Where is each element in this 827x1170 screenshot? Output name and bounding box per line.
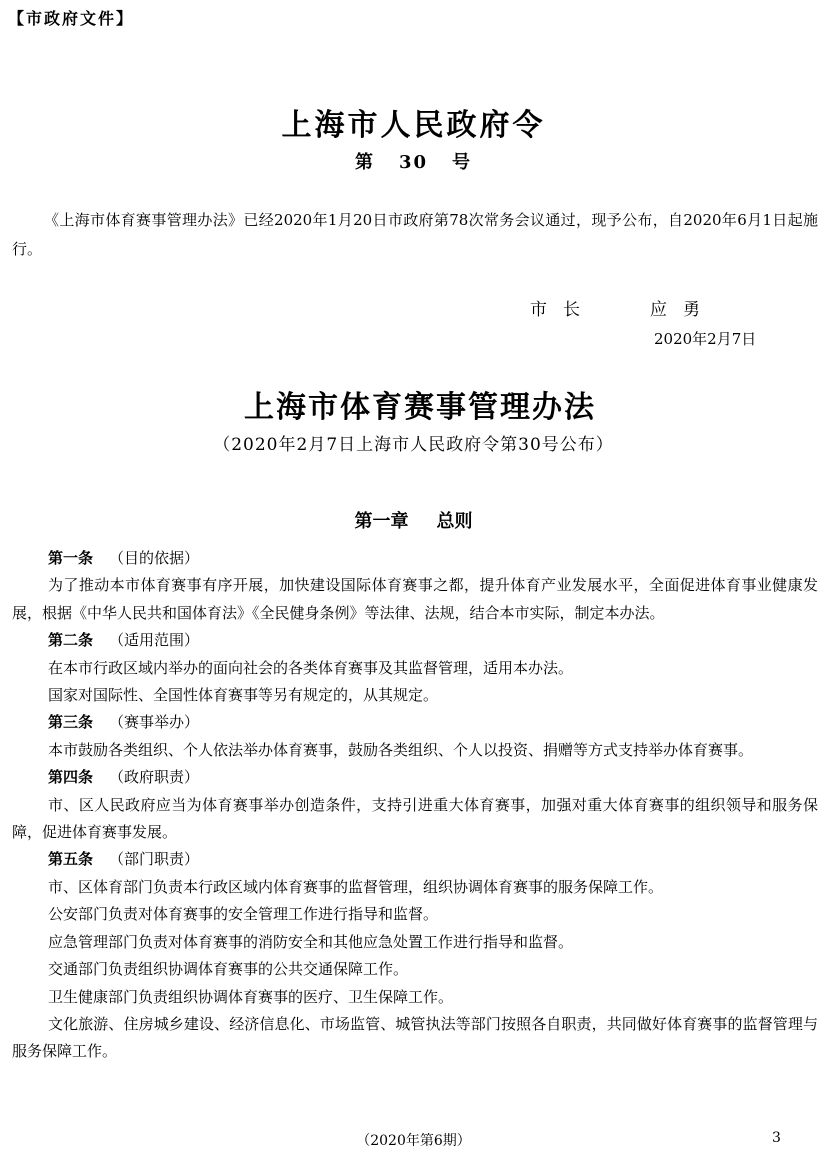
regulation-subtitle: （2020年2月7日上海市人民政府令第30号公布） bbox=[213, 435, 614, 455]
signer-name: 应勇 bbox=[650, 300, 716, 320]
article-heading bbox=[12, 545, 818, 572]
article-number: 第三条 bbox=[48, 713, 94, 732]
chapter-heading bbox=[0, 507, 827, 533]
article-paragraph: 为了推动本市体育赛事有序开展，加快建设国际体育赛事之都，提升体育产业发展水平，全面促进体育事业健康发展，根据《中华人民共和国体育法》《全民健身条例》等法律、法规，结合本市实际，制定本办法。 bbox=[12, 576, 818, 622]
article-topic: （目的依据） bbox=[109, 549, 200, 567]
decree-date: 2020年2月7日 bbox=[654, 330, 757, 348]
article-number: 第五条 bbox=[48, 850, 94, 869]
article-paragraph: 市、区体育部门负责本行政区域内体育赛事的监督管理，组织协调体育赛事的服务保障工作。 bbox=[48, 877, 664, 896]
chapter-name: 总则 bbox=[436, 511, 473, 532]
page-number: 3 bbox=[772, 1130, 781, 1146]
article-heading bbox=[12, 764, 818, 791]
article-paragraph: 公安部门负责对体育赛事的安全管理工作进行指导和监督。 bbox=[48, 905, 439, 924]
article-topic: （部门职责） bbox=[109, 850, 200, 869]
article-paragraph: 卫生健康部门负责组织协调体育赛事的医疗、卫生保障工作。 bbox=[48, 987, 454, 1006]
article-heading bbox=[12, 709, 818, 736]
decree-number bbox=[0, 148, 827, 174]
decree-number-prefix: 第 bbox=[354, 152, 375, 173]
article-heading bbox=[12, 846, 818, 873]
article-heading bbox=[12, 627, 818, 654]
article-paragraph: 应急管理部门负责对体育赛事的消防安全和其他应急处置工作进行指导和监督。 bbox=[48, 932, 574, 951]
regulation-title: 上海市体育赛事管理办法 bbox=[244, 390, 596, 425]
signer-title: 市长 bbox=[530, 300, 596, 320]
article-topic: （适用范围） bbox=[109, 631, 200, 650]
decree-title: 上海市人民政府令 bbox=[281, 108, 546, 143]
articles-content bbox=[12, 545, 818, 1066]
article-number: 第一条 bbox=[48, 549, 94, 567]
document-category-tag: 【市政府文件】 bbox=[8, 9, 135, 28]
chapter-number: 第一章 bbox=[354, 511, 409, 532]
article-paragraph: 国家对国际性、全国性体育赛事等另有规定的，从其规定。 bbox=[48, 686, 439, 705]
article-number: 第二条 bbox=[48, 631, 94, 650]
article-paragraph: 文化旅游、住房城乡建设、经济信息化、市场监管、城管执法等部门按照各自职责，共同做好体育赛事的监督管理与服务保障工作。 bbox=[12, 1014, 818, 1061]
article-topic: （赛事举办） bbox=[109, 713, 200, 732]
decree-number-value: 30 bbox=[398, 152, 429, 173]
article-topic: （政府职责） bbox=[109, 768, 200, 787]
article-paragraph: 本市鼓励各类组织、个人依法举办体育赛事，鼓励各类组织、个人以投资、捐赠等方式支持举办体育赛事。 bbox=[48, 740, 754, 759]
issue-footer: （2020年第6期） bbox=[356, 1133, 471, 1149]
article-paragraph: 在本市行政区域内举办的面向社会的各类体育赛事及其监督管理，适用本办法。 bbox=[48, 658, 574, 677]
article-paragraph: 交通部门负责组织协调体育赛事的公共交通保障工作。 bbox=[48, 960, 409, 979]
decree-body: 《上海市体育赛事管理办法》已经2020年1月20日市政府第78次常务会议通过，现予公布，自2020年6月1日起施行。 bbox=[12, 211, 818, 258]
article-number: 第四条 bbox=[48, 768, 94, 787]
decree-number-suffix: 号 bbox=[452, 152, 473, 173]
article-paragraph: 市、区人民政府应当为体育赛事举办创造条件，支持引进重大体育赛事，加强对重大体育赛事的组织领导和服务保障，促进体育赛事发展。 bbox=[12, 795, 818, 842]
